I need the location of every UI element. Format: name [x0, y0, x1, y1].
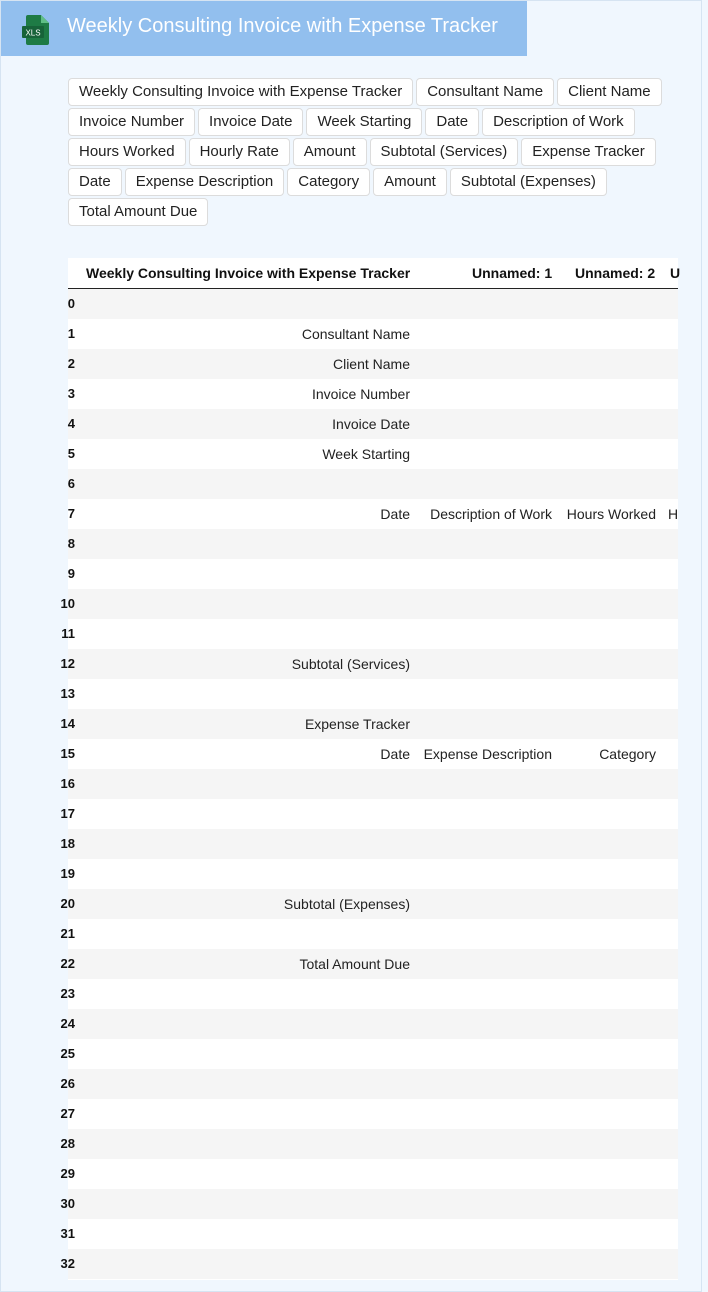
table-cell[interactable]: Expense Tracker: [304, 716, 410, 732]
table-cell[interactable]: [68, 1009, 410, 1039]
column-chip[interactable]: Amount: [373, 168, 447, 196]
table-cell[interactable]: [410, 559, 552, 589]
table-cell[interactable]: [668, 739, 708, 769]
column-chip[interactable]: Client Name: [557, 78, 662, 106]
table-cell[interactable]: [552, 529, 656, 559]
row-index: 4: [67, 416, 75, 431]
table-cell[interactable]: Subtotal (Expenses): [283, 896, 410, 912]
row-index: 27: [60, 1106, 75, 1121]
table-cell[interactable]: [552, 979, 656, 1009]
table-cell[interactable]: [668, 439, 708, 469]
row-index: 11: [61, 626, 75, 641]
table-cell[interactable]: [668, 799, 708, 829]
app-title: Weekly Consulting Invoice with Expense Tracker: [67, 15, 498, 37]
table-row: [60, 859, 678, 889]
table-cell[interactable]: [668, 469, 708, 499]
table-cell[interactable]: [68, 469, 410, 499]
table-cell[interactable]: Date: [380, 746, 410, 762]
column-header[interactable]: Unnamed: 1: [472, 265, 553, 281]
table-row: [60, 949, 678, 979]
table-cell[interactable]: Description of Work: [430, 506, 552, 522]
table-row: [60, 979, 678, 1009]
table-cell[interactable]: [410, 829, 552, 859]
xls-file-icon: [22, 14, 52, 46]
table-cell[interactable]: [68, 589, 410, 619]
table-cell[interactable]: [552, 949, 656, 979]
table-cell[interactable]: [552, 379, 656, 409]
table-row: [68, 349, 678, 379]
column-chip[interactable]: Description of Work: [482, 108, 635, 136]
table-cell[interactable]: [68, 1159, 410, 1189]
table-row: [68, 289, 678, 319]
table-cell[interactable]: [668, 1009, 708, 1039]
table-cell[interactable]: [668, 1039, 708, 1069]
table-cell[interactable]: [410, 769, 552, 799]
table-cell[interactable]: [410, 439, 552, 469]
table-row: [60, 1099, 678, 1129]
row-index: 29: [60, 1166, 75, 1181]
table-cell[interactable]: Consultant Name: [301, 326, 410, 342]
table-cell[interactable]: [668, 919, 708, 949]
table-cell[interactable]: [668, 1249, 708, 1279]
table-cell[interactable]: [68, 529, 410, 559]
table-cell[interactable]: [668, 559, 708, 589]
table-cell[interactable]: [668, 409, 708, 439]
table-cell[interactable]: [552, 919, 656, 949]
row-index: 14: [60, 716, 75, 731]
table-cell[interactable]: [552, 319, 656, 349]
table-cell[interactable]: [68, 769, 410, 799]
table-cell[interactable]: Client Name: [332, 356, 410, 372]
table-cell[interactable]: [552, 1009, 656, 1039]
table-cell[interactable]: [552, 589, 656, 619]
row-index: 25: [60, 1046, 75, 1061]
table-cell[interactable]: [552, 709, 656, 739]
row-index: 32: [60, 1256, 75, 1271]
table-cell[interactable]: [668, 889, 708, 919]
table-cell[interactable]: [410, 949, 552, 979]
table-cell[interactable]: [68, 679, 410, 709]
table-cell[interactable]: [68, 559, 410, 589]
table-cell[interactable]: [68, 289, 410, 319]
table-cell[interactable]: [68, 859, 410, 889]
row-index: 21: [60, 926, 75, 941]
table-cell[interactable]: [410, 469, 552, 499]
table-cell[interactable]: [668, 1069, 708, 1099]
table-cell[interactable]: [68, 619, 410, 649]
table-cell[interactable]: [668, 1129, 708, 1159]
row-index: 9: [67, 566, 75, 581]
table-cell[interactable]: [410, 799, 552, 829]
table-row: [60, 679, 678, 709]
table-row: [60, 769, 678, 799]
table-cell[interactable]: [68, 1069, 410, 1099]
table-cell[interactable]: [410, 319, 552, 349]
xls-icon-label: XLS: [25, 28, 41, 38]
table-cell[interactable]: [68, 799, 410, 829]
table-cell[interactable]: [68, 1189, 410, 1219]
row-index: 15: [60, 746, 75, 761]
table-cell[interactable]: [552, 829, 656, 859]
table-cell[interactable]: [668, 859, 708, 889]
table-cell[interactable]: [668, 769, 708, 799]
table-row: [60, 1159, 678, 1189]
column-header[interactable]: U: [670, 265, 681, 281]
table-cell[interactable]: [668, 379, 708, 409]
table-cell[interactable]: [552, 1039, 656, 1069]
table-row: [60, 829, 678, 859]
table-cell[interactable]: [552, 769, 656, 799]
table-cell[interactable]: [552, 559, 656, 589]
column-chip[interactable]: Invoice Number: [68, 108, 195, 136]
table-cell[interactable]: Expense Description: [423, 746, 552, 762]
row-index: 10: [60, 596, 75, 611]
table-cell[interactable]: [68, 1039, 410, 1069]
column-chip[interactable]: Invoice Date: [198, 108, 303, 136]
column-chip[interactable]: Date: [425, 108, 479, 136]
table-cell[interactable]: [68, 979, 410, 1009]
table-cell[interactable]: [68, 1219, 410, 1249]
row-index: 24: [60, 1016, 75, 1031]
table-row: [68, 319, 678, 349]
table-cell[interactable]: [552, 649, 656, 679]
column-chip-list: [68, 78, 668, 226]
column-header[interactable]: Weekly Consulting Invoice with Expense Tracker: [86, 265, 411, 281]
table-row: [68, 439, 678, 469]
column-chip[interactable]: Hours Worked: [68, 138, 186, 166]
table-cell[interactable]: [552, 349, 656, 379]
row-index: 18: [60, 836, 75, 851]
table-cell[interactable]: [410, 1219, 552, 1249]
table-row: [60, 1039, 678, 1069]
column-chip[interactable]: Expense Tracker: [521, 138, 656, 166]
column-chip[interactable]: Week Starting: [306, 108, 422, 136]
table-cell[interactable]: [410, 589, 552, 619]
table-cell[interactable]: [410, 529, 552, 559]
table-row: [60, 1249, 678, 1279]
table-cell[interactable]: [552, 619, 656, 649]
table-cell[interactable]: [668, 319, 708, 349]
table-cell[interactable]: [668, 1219, 708, 1249]
table-cell[interactable]: [552, 1219, 656, 1249]
table-row: [60, 739, 678, 769]
column-chip[interactable]: Category: [287, 168, 370, 196]
table-cell[interactable]: [410, 619, 552, 649]
table-cell[interactable]: [668, 679, 708, 709]
table-cell[interactable]: [668, 529, 708, 559]
table-row: [60, 589, 678, 619]
row-index: 0: [67, 296, 75, 311]
row-index: 30: [60, 1196, 75, 1211]
row-index: 22: [60, 956, 75, 971]
table-row: [68, 529, 678, 559]
table-cell[interactable]: [410, 1189, 552, 1219]
table-cell[interactable]: [552, 679, 656, 709]
table-cell[interactable]: [410, 1129, 552, 1159]
table-cell[interactable]: [668, 289, 708, 319]
table-cell[interactable]: [410, 1069, 552, 1099]
table-cell[interactable]: [668, 649, 708, 679]
column-header[interactable]: Unnamed: 2: [575, 265, 656, 281]
table-cell[interactable]: [68, 1099, 410, 1129]
table-cell[interactable]: Category: [599, 746, 656, 762]
row-index: 26: [60, 1076, 75, 1091]
table-row: [60, 1009, 678, 1039]
table-cell[interactable]: [668, 1099, 708, 1129]
table-cell[interactable]: [68, 1129, 410, 1159]
table-cell[interactable]: [410, 709, 552, 739]
table-header-row: [68, 258, 681, 289]
column-chip[interactable]: Subtotal (Services): [370, 138, 519, 166]
table-cell[interactable]: [668, 979, 708, 1009]
table-cell[interactable]: [668, 949, 708, 979]
table-row: [68, 409, 678, 439]
column-chip[interactable]: Subtotal (Expenses): [450, 168, 607, 196]
row-index: 5: [67, 446, 75, 461]
row-index: 16: [60, 776, 75, 791]
table-cell[interactable]: [552, 1159, 656, 1189]
row-index: 12: [60, 656, 75, 671]
table-cell[interactable]: [410, 1099, 552, 1129]
table-cell[interactable]: [552, 889, 656, 919]
table-cell[interactable]: [68, 1249, 410, 1279]
table-cell[interactable]: [552, 859, 656, 889]
table-row: [68, 499, 678, 529]
column-chip[interactable]: Hourly Rate: [189, 138, 290, 166]
row-index: 6: [67, 476, 75, 491]
table-cell[interactable]: [410, 1249, 552, 1279]
table-cell[interactable]: [410, 1159, 552, 1189]
row-index: 28: [60, 1136, 75, 1151]
table-row: [60, 1189, 678, 1219]
table-cell[interactable]: Date: [380, 506, 410, 522]
table-row: [60, 889, 678, 919]
table-row: [60, 1069, 678, 1099]
table-cell[interactable]: [410, 1039, 552, 1069]
table-cell[interactable]: Total Amount Due: [299, 956, 410, 972]
row-index: 2: [67, 356, 75, 371]
column-chip[interactable]: Date: [68, 168, 122, 196]
table-cell[interactable]: Invoice Number: [311, 386, 410, 402]
row-index: 7: [67, 506, 75, 521]
table-cell[interactable]: [668, 349, 708, 379]
table-cell[interactable]: [668, 589, 708, 619]
column-chip[interactable]: Amount: [293, 138, 367, 166]
table-cell[interactable]: [552, 409, 656, 439]
table-cell[interactable]: [410, 679, 552, 709]
table-row: [60, 1129, 678, 1159]
table-cell[interactable]: [552, 469, 656, 499]
table-row: [60, 799, 678, 829]
table-cell[interactable]: [668, 829, 708, 859]
table-cell[interactable]: [68, 829, 410, 859]
table-cell[interactable]: [552, 1099, 656, 1129]
table-cell[interactable]: [410, 859, 552, 889]
table-cell[interactable]: Week Starting: [322, 446, 410, 462]
table-cell[interactable]: [410, 409, 552, 439]
table-cell[interactable]: [410, 979, 552, 1009]
column-chip[interactable]: Expense Description: [125, 168, 285, 196]
table-cell[interactable]: [410, 1009, 552, 1039]
table-cell[interactable]: [552, 1129, 656, 1159]
table-row: [60, 709, 678, 739]
table-cell[interactable]: [552, 1249, 656, 1279]
table-cell[interactable]: Hours Worked: [566, 506, 656, 522]
table-cell[interactable]: [552, 1189, 656, 1219]
table-row: [68, 559, 678, 589]
column-chip[interactable]: Consultant Name: [416, 78, 554, 106]
column-chip[interactable]: Total Amount Due: [68, 198, 208, 226]
table-cell[interactable]: [410, 649, 552, 679]
table-cell[interactable]: Invoice Date: [332, 416, 410, 432]
row-index: 3: [67, 386, 75, 401]
table-cell[interactable]: Subtotal (Services): [291, 656, 410, 672]
table-row: [61, 619, 678, 649]
row-index: 13: [60, 686, 75, 701]
row-index: 23: [60, 986, 75, 1001]
row-index: 31: [60, 1226, 75, 1241]
column-chip[interactable]: Weekly Consulting Invoice with Expense Tracker: [68, 78, 413, 106]
table-row: [68, 469, 678, 499]
table-cell[interactable]: [410, 349, 552, 379]
table-row: [60, 649, 678, 679]
table-cell[interactable]: [410, 379, 552, 409]
row-index: 20: [60, 896, 75, 911]
table-cell[interactable]: [552, 289, 656, 319]
table-row: [60, 919, 678, 949]
table-cell[interactable]: [552, 799, 656, 829]
table-cell[interactable]: H: [668, 506, 679, 522]
table-cell[interactable]: [668, 619, 708, 649]
table-row: [60, 1219, 678, 1249]
table-cell[interactable]: [68, 919, 410, 949]
table-row: [68, 379, 678, 409]
row-index: 19: [60, 866, 75, 881]
table-cell[interactable]: [410, 889, 552, 919]
table-cell[interactable]: [668, 1189, 708, 1219]
row-index: 8: [67, 536, 75, 551]
title-bar: [1, 1, 527, 56]
row-index: 17: [60, 806, 75, 821]
table-cell[interactable]: [410, 289, 552, 319]
data-table: [60, 258, 681, 1280]
table-cell[interactable]: [668, 1159, 708, 1189]
table-cell[interactable]: [668, 709, 708, 739]
table-cell[interactable]: [410, 919, 552, 949]
table-cell[interactable]: [552, 439, 656, 469]
row-index: 1: [67, 326, 75, 341]
table-cell[interactable]: [552, 1069, 656, 1099]
